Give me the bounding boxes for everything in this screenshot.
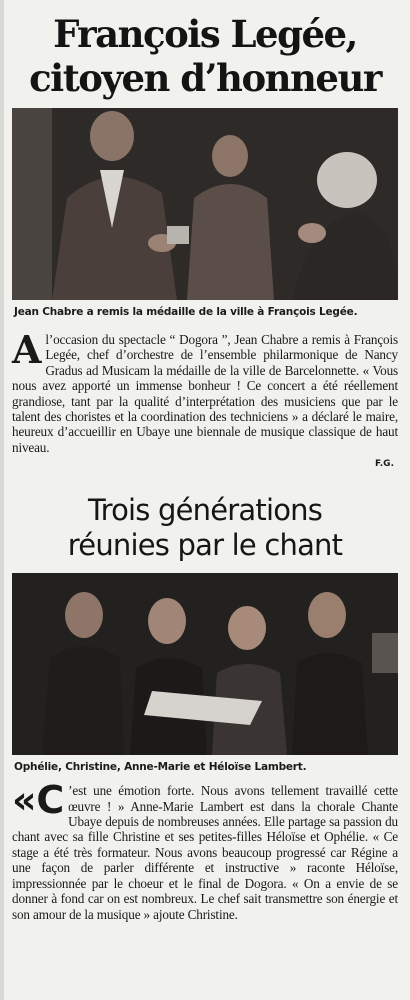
- article2-photo-illustration: [12, 573, 398, 755]
- article2-body: [12, 778, 398, 922]
- article1-signature: F.G.: [374, 459, 394, 470]
- article1-headline: [12, 0, 398, 100]
- article1-body-text: l’occasion du spectacle “ Dogora ”, Jean Chabre a remis à François Legée, chef d’orchestre de l’ensemble philarmonique de Nancy Gradus ad Musicam la médaille de la ville de Barcelonnette. « Vous nous avez apporté un immense bonheur ! Ce concert a été réellement grandiose, tant par la qualité d’interprétation des musiciens que par le talent des choristes et la coordination des techniciens » a déclaré le maire, heureux d’accueillir en Ubaye une biennale de musique classique de haut niveau.: [12, 332, 398, 455]
- article2-body-text: ’est une émotion forte. Nous avons tellement travaillé cette œuvre ! » Anne-Marie Lambert est dans la chorale Chante Ubaye depuis de nombreuses années. Elle partage sa passion du chant avec sa fille Christine et ses petites-filles Héloïse et Ophélie. « Ce stage a été très formateur. Nous avons beaucoup progressé car Régine a une façon de parler différente et instructive » raconte Héloïse, impressionnée par le choeur et le final de Dogora. « On a envie de se donner à fond car on est nombreux. Le chef sait transmettre son énergie et son amour de la musique » ajoute Christine.: [12, 783, 398, 922]
- article2-photo: [12, 573, 398, 755]
- page-edge: [0, 0, 4, 1000]
- article2-headline: [12, 493, 398, 563]
- article2-headline-line1: Trois générations: [87, 493, 323, 528]
- article1-headline-line1: François Legée,: [53, 12, 357, 56]
- article1-photo-illustration: [12, 108, 398, 300]
- article1-dropcap: A: [12, 327, 42, 372]
- article2-caption: Ophélie, Christine, Anne-Marie et Héloïse Lambert.: [14, 761, 307, 774]
- article1-body: [12, 327, 398, 455]
- article1-headline-line2: citoyen d’honneur: [29, 56, 381, 100]
- article1-photo: [12, 108, 398, 300]
- article2-headline-line2: réunies par le chant: [67, 528, 343, 563]
- article2-dropcap: «C: [12, 778, 65, 823]
- article1-caption: Jean Chabre a remis la médaille de la ville à François Legée.: [14, 306, 358, 318]
